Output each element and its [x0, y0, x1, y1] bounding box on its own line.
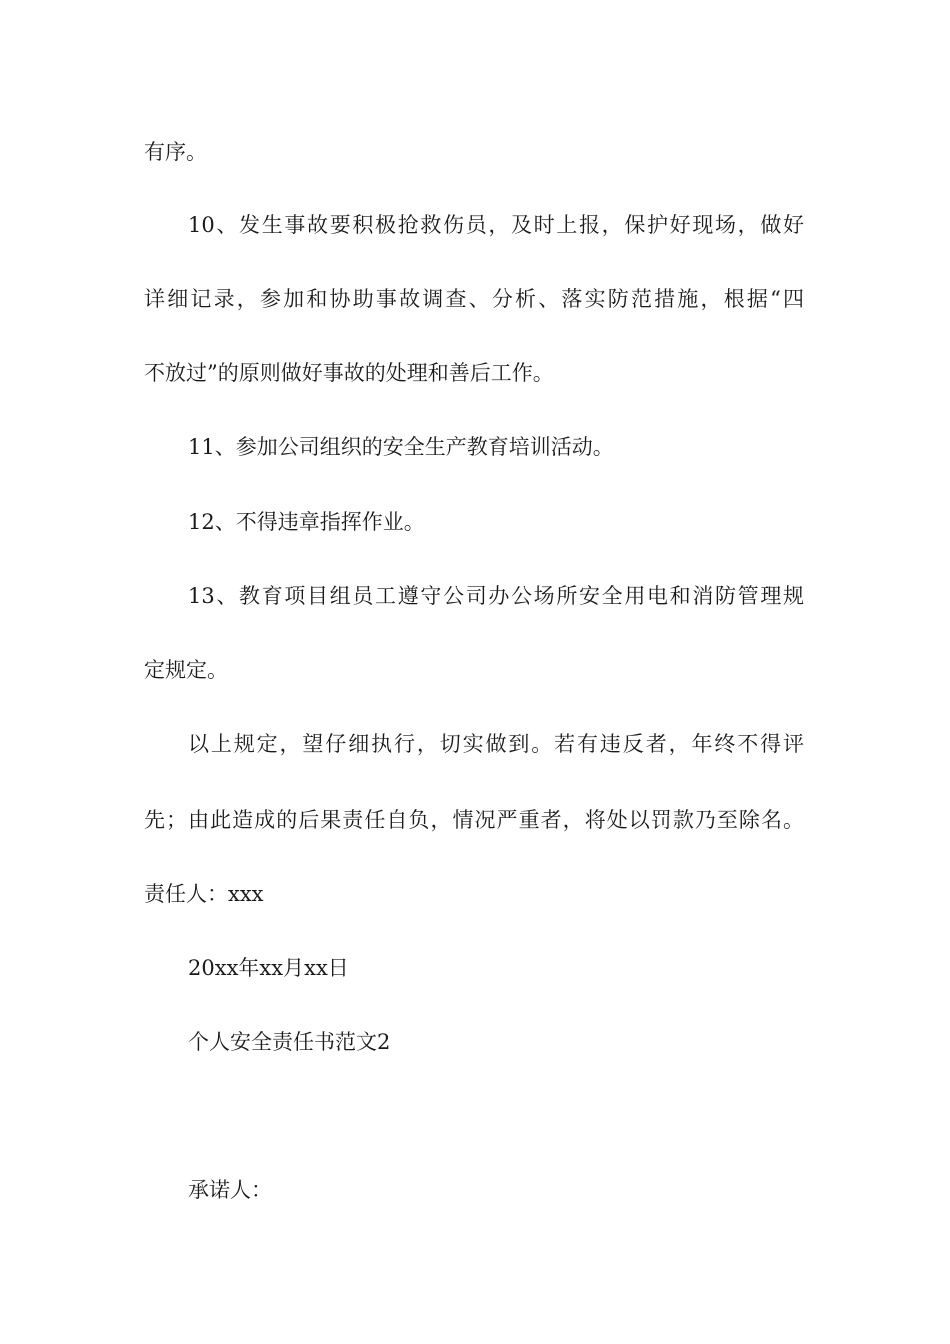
paragraph-line: 11、参加公司组织的安全生产教育培训活动。: [188, 435, 614, 459]
paragraph-line: 有序。: [144, 140, 207, 164]
signatory-line: 责任人：xxx: [144, 882, 264, 906]
paragraph-line: 以上规定，望仔细执行，切实做到。若有违反者，年终不得评: [188, 732, 804, 756]
date-line: 20xx年xx月xx日: [188, 956, 349, 980]
paragraph-line: 10、发生事故要积极抢救伤员，及时上报，保护好现场，做好: [188, 213, 804, 237]
paragraph-line: 定规定。: [144, 658, 228, 682]
paragraph-line: 12、不得违章指挥作业。: [188, 510, 425, 534]
paragraph-line: 详细记录，参加和协助事故调查、分析、落实防范措施，根据“四: [144, 287, 804, 311]
promisor-line: 承诺人：: [188, 1178, 272, 1202]
paragraph-line: 不放过”的原则做好事故的处理和善后工作。: [144, 361, 554, 385]
section-title: 个人安全责任书范文2: [188, 1030, 391, 1054]
paragraph-line: 13、教育项目组员工遵守公司办公场所安全用电和消防管理规: [188, 584, 804, 608]
paragraph-line: 先；由此造成的后果责任自负，情况严重者，将处以罚款乃至除名。: [144, 808, 804, 832]
